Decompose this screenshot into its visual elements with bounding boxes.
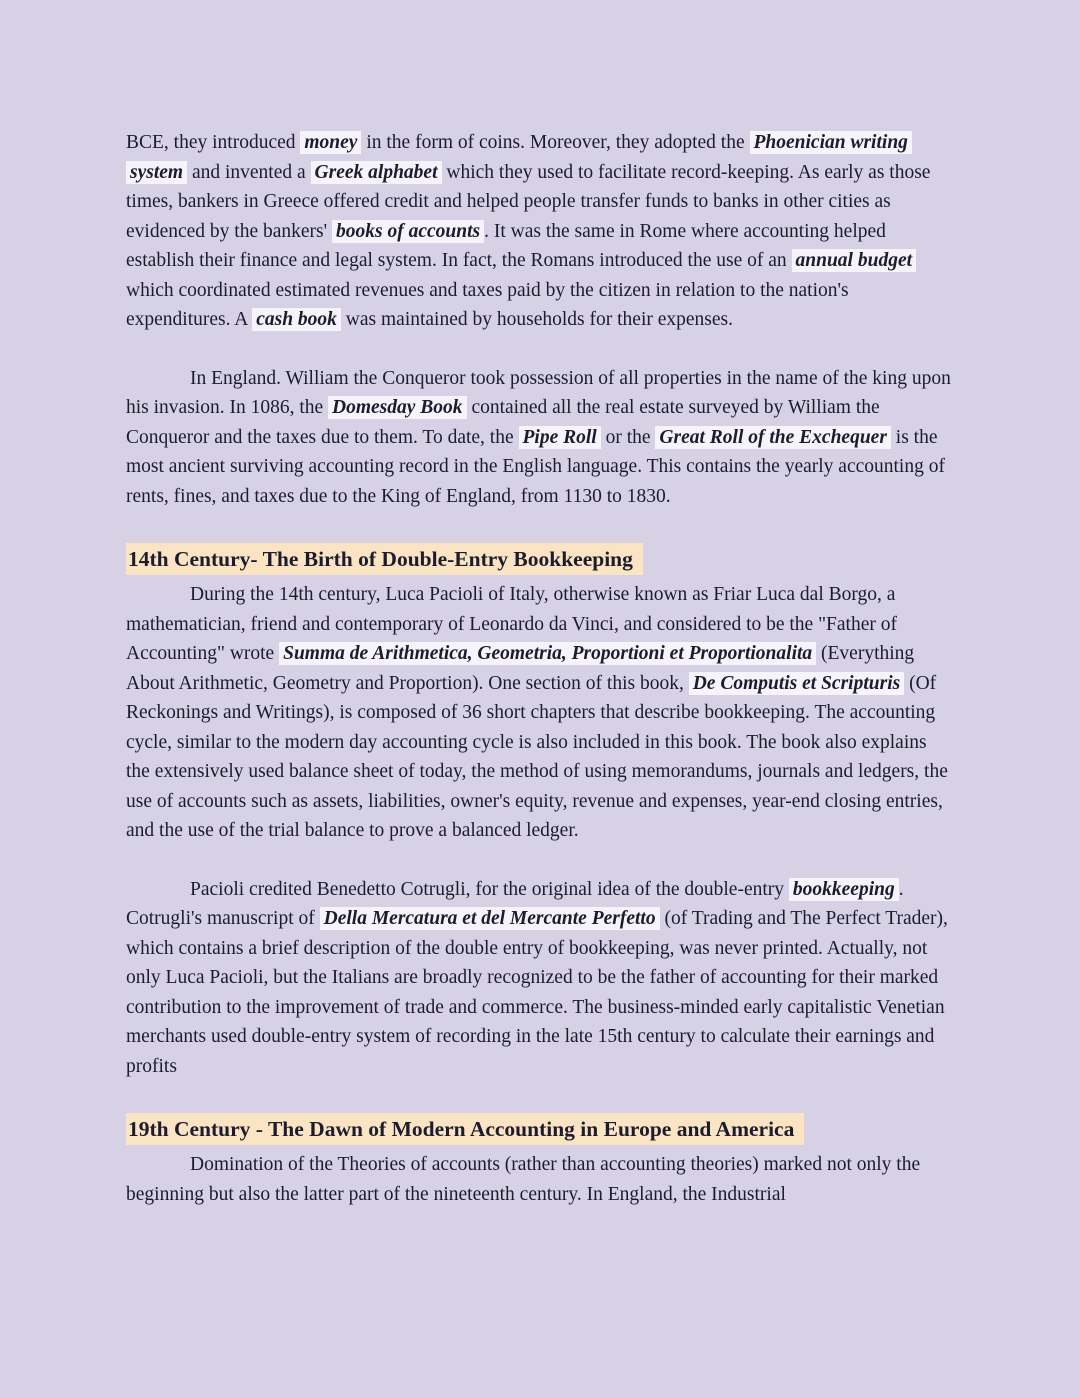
highlighted-term: Summa de Arithmetica, Geometria, Proportioni et Proportionalita: [279, 642, 816, 665]
paragraph: In England. William the Conqueror took possession of all properties in the name of the king upon his invasion. In 1086, the Domesday Book contained all the real estate surveyed by William the Conqueror and the taxes due to them. To date, the Pipe Roll or the Great Roll of the Exchequer is the most ancient surviving accounting record in the English language. This contains the yearly accounting of rents, fines, and taxes due to the King of England, from 1130 to 1830.: [126, 367, 951, 507]
highlighted-term: Phoenician writing system: [126, 131, 912, 184]
section-heading: [126, 1113, 953, 1146]
highlighted-term: Pipe Roll: [519, 426, 601, 449]
paragraph: Pacioli credited Benedetto Cotrugli, for the original idea of the double-entry bookkeeping . Cotrugli's manuscript of Della Mercatura et del Mercante Perfetto (of Trading and The Perfect Trader), which contains a brief description of the double entry of bookkeeping, was never printed. Actually, not only Luca Pacioli, but the Italians are broadly recognized to be the father of accounting for their marked contribution to the improvement of trade and commerce. The business-minded early capitalistic Venetian merchants used double-entry system of recording in the late 15th century to calculate their earnings and profits: [126, 878, 948, 1077]
paragraph: During the 14th century, Luca Pacioli of Italy, otherwise known as Friar Luca dal Borgo, a mathematician, friend and contemporary of Leonardo da Vinci, and considered to be the "Father of Accounting" wrote Summa de Arithmetica, Geometria, Proportioni et Proportionalita (Everything About Arithmetic, Geometry and Proportion). One section of this book, De Computis et Scripturis (Of Reckonings and Writings), is composed of 36 short chapters that describe bookkeeping. The accounting cycle, similar to the modern day accounting cycle is also included in this book. The book also explains the extensively used balance sheet of today, the method of using memorandums, journals and ledgers, the use of accounts such as assets, liabilities, owner's equity, revenue and expenses, year-end closing entries, and the use of the trial balance to prove a balanced ledger.: [126, 584, 948, 841]
highlighted-term: books of accounts: [332, 220, 484, 243]
heading-highlight: 19th Century - The Dawn of Modern Accounting in Europe and America: [126, 1113, 804, 1145]
highlighted-term: Great Roll of the Exchequer: [655, 426, 891, 449]
highlighted-term: cash book: [252, 308, 341, 331]
highlighted-term: money: [300, 131, 361, 154]
highlighted-term: bookkeeping: [789, 878, 899, 901]
paragraph: Domination of the Theories of accounts (rather than accounting theories) marked not only the beginning but also the latter part of the nineteenth century. In England, the Industrial: [126, 1154, 921, 1205]
highlighted-term: De Computis et Scripturis: [689, 672, 905, 695]
highlighted-term: annual budget: [792, 249, 917, 272]
highlighted-term: Domesday Book: [328, 396, 467, 419]
highlighted-term: Della Mercatura et del Mercante Perfetto: [320, 907, 660, 930]
heading-highlight: 14th Century- The Birth of Double-Entry Bookkeeping: [126, 543, 643, 575]
section-heading: [126, 543, 953, 576]
paragraph: BCE, they introduced money in the form of coins. Moreover, they adopted the Phoenician writing system and invented a Greek alphabet which they used to facilitate record-keeping. As early as those times, bankers in Greece offered credit and helped people transfer funds to banks in other cities as evidenced by the bankers' books of accounts . It was the same in Rome where accounting helped establish their finance and legal system. In fact, the Romans introduced the use of an annual budget which coordinated estimated revenues and taxes paid by the citizen in relation to the nation's expenditures. A cash book was maintained by households for their expenses.: [126, 132, 931, 330]
highlighted-term: Greek alphabet: [311, 161, 442, 184]
